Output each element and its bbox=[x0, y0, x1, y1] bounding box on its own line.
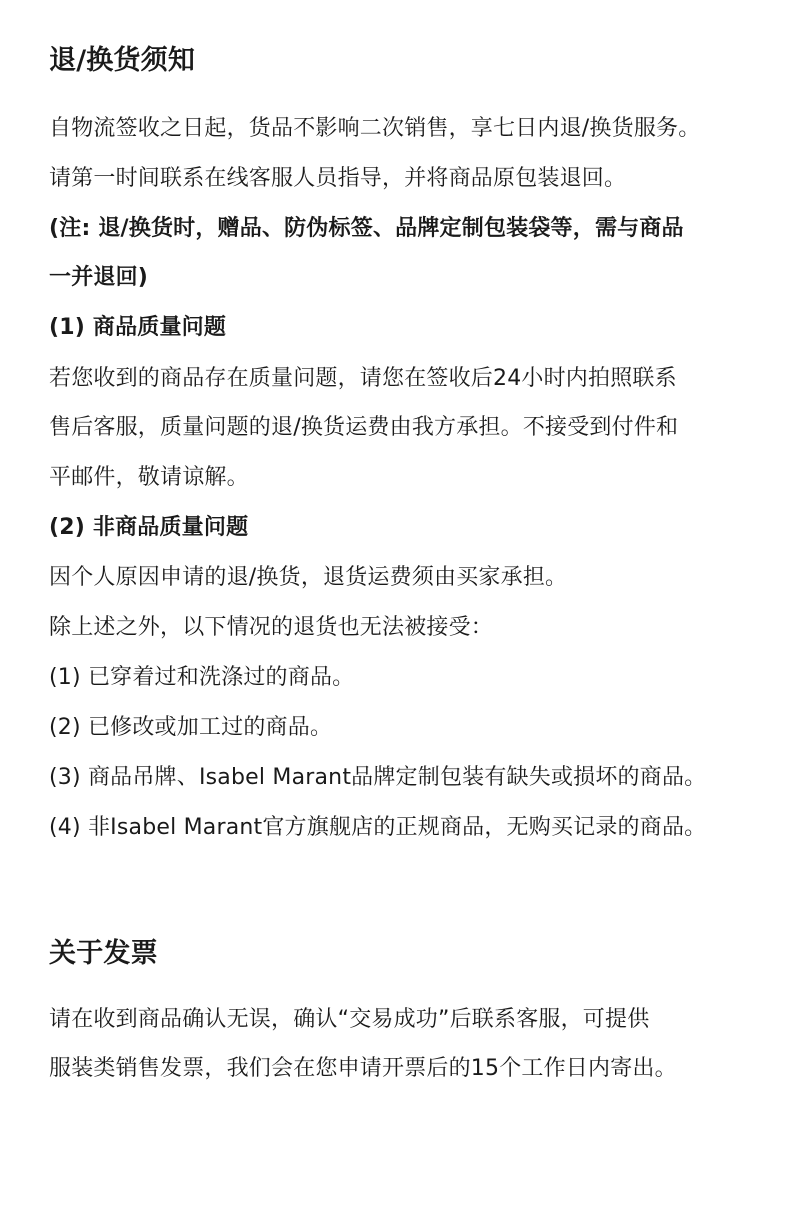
exception-item: (4) 非Isabel Marant官方旗舰店的正规商品，无购买记录的商品。 bbox=[49, 815, 707, 840]
invoice-line-1: 请在收到商品确认无误，确认“交易成功”后联系客服，可提供 bbox=[49, 1007, 650, 1032]
quality-issue-title: (1) 商品质量问题 bbox=[49, 315, 227, 340]
quality-issue-line-2: 售后客服，质量问题的退/换货运费由我方承担。不接受到付件和 bbox=[49, 415, 679, 440]
non-quality-issue-line-1: 因个人原因申请的退/换货，退货运费须由买家承担。 bbox=[49, 565, 568, 590]
non-quality-issue-title: (2) 非商品质量问题 bbox=[49, 515, 249, 540]
exception-item: (1) 已穿着过和洗涤过的商品。 bbox=[49, 665, 355, 690]
invoice-heading: 关于发票 bbox=[49, 938, 158, 969]
invoice-line-2: 服装类销售发票，我们会在您申请开票后的15个工作日内寄出。 bbox=[49, 1056, 677, 1081]
quality-issue-line-1: 若您收到的商品存在质量问题，请您在签收后24小时内拍照联系 bbox=[49, 366, 677, 391]
returns-heading: 退/换货须知 bbox=[49, 45, 196, 76]
returns-paragraph-1: 自物流签收之日起，货品不影响二次销售，享七日内退/换货服务。 bbox=[49, 116, 701, 141]
returns-paragraph-2: 请第一时间联系在线客服人员指导，并将商品原包装退回。 bbox=[49, 166, 627, 191]
exception-item: (3) 商品吊牌、Isabel Marant品牌定制包装有缺失或损坏的商品。 bbox=[49, 765, 707, 790]
returns-note-line-1: (注: 退/换货时，赠品、防伪标签、品牌定制包装袋等，需与商品 bbox=[49, 216, 684, 241]
quality-issue-line-3: 平邮件，敬请谅解。 bbox=[49, 465, 249, 490]
exception-item: (2) 已修改或加工过的商品。 bbox=[49, 715, 333, 740]
returns-note-line-2: 一并退回) bbox=[49, 265, 149, 290]
exceptions-intro: 除上述之外，以下情况的退货也无法被接受： bbox=[49, 615, 494, 640]
